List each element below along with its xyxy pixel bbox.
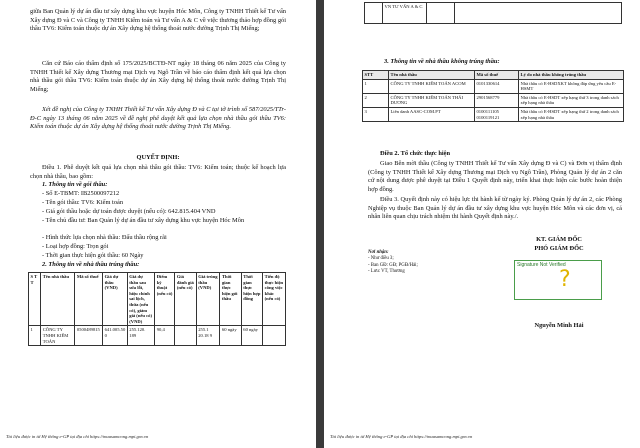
article-2-title: Điều 2. Tổ chức thực hiện [380,150,451,157]
table-cell: 0500489815 [75,326,103,346]
recipient-item: - Ban GĐ: GĐ; PGĐ/Hải; [368,262,418,268]
recipients-title: Nơi nhận: [368,250,389,255]
recipient-item: - Lưu: VT, Thương [368,269,405,275]
table-cell: Nhà thầu có E-HSDXKT không đáp ứng yêu cầu E-HSMT [519,79,624,93]
table-header-row [363,71,624,80]
table-cell [263,326,286,346]
table-cell: 641.005.50 0 [103,326,128,346]
info-item: - Thời gian thực hiện gói thầu: 60 Ngày [42,252,144,259]
table-header-cell: S T T [29,273,41,326]
table-row [29,326,286,346]
winner-table-continued [364,2,622,24]
table-header-cell: Giá dự thầu (VND) [103,273,128,326]
table-cell: 0100111105 0100119121 [475,107,519,121]
info-item: - Hình thức lựa chọn nhà thầu: Đấu thầu rộng rãi [42,234,167,241]
article-2-text: Giao Bên mời thầu (Công ty TNHH Thiết kế Tư vấn Xây dựng Đ và C) và Đơn vị thẩm định (Công ty TNHH Thiết kế Xây dựng Thương mại Dịch vụ Ngô Trần), Phòng Quản lý dự án 2 căn cứ nội dung được phê duyệt tại Điều 1 Quyết định này, triển khai thực hiện các bước hoàn thiện hợp đồng. [368,160,622,193]
info-item: - Số E-TBMT: IB2500097212 [42,190,120,197]
table-row [363,79,624,93]
table-header-cell: Giá đánh giá (nếu có) [175,273,196,326]
table-cell: Nhà thầu có E-HSDT xếp hạng thứ 2 trong danh sách xếp hạng nhà thầu [519,107,624,121]
table-cell: VN TƯ VẤN A & C [383,3,427,24]
question-mark-icon: ? [559,267,571,292]
loser-table [362,70,624,122]
table-cell [455,3,622,24]
signer-name: Nguyễn Minh Hải [534,322,584,329]
section-2-title: 2. Thông tin về nhà thầu trúng thầu: [42,261,140,268]
article-1: Điều 1. Phê duyệt kết quả lựa chọn nhà thầu gói thầu: TV6: Kiểm toán; thuộc kế hoạch lựa chọn nhà thầu, bao gồm: [30,164,286,180]
info-item: - Giá gói thầu hoặc dự toán được duyệt (nếu có): 642.815.404 VND [42,208,216,215]
sign-title-1: KT. GIÁM ĐỐC [536,236,582,243]
table-cell: CÔNG TY TNHH KIỂM TOÁN THÁI DƯƠNG [389,93,475,107]
page-footer: Tài liệu được in từ Hệ thống e-GP tại địa chỉ https://muasamcong.mpi.gov.vn [330,434,473,439]
table-cell [365,3,383,24]
table-header-cell: Mã số thuế [75,273,103,326]
table-cell: 1 [363,79,389,93]
article-3: Điều 3. Quyết định này có hiệu lực thi hành kể từ ngày ký. Phòng Quản lý dự án 2, các Phòng Nghiệp vụ thuộc Ban Quản lý dự án đầu tư xây dựng khu vực huyện Hóc Môn và các đơn vị, cá nhân liên quan chịu trách nhiệm thi hành Quyết định này./. [368,196,622,221]
table-cell: 1 [29,326,41,346]
table-cell: 90,4 [155,326,175,346]
table-cell: CÔNG TY TNHH KIỂM TOÁN ACOM [389,79,475,93]
table-header-cell: Tiến độ thực hiện công việc khác (nếu có) [263,273,286,326]
section-3-title: 3. Thông tin về nhà thầu không trúng thầu: [384,58,500,65]
table-header-cell: Điểm kỹ thuật (nếu có) [155,273,175,326]
info-item: - Loại hợp đồng: Trọn gói [42,243,109,250]
table-row [363,107,624,121]
recipient-item: - Như điều 3; [368,256,394,262]
recipients-block [368,250,478,276]
table-cell: 60 ngày [241,326,262,346]
table-header-cell: Thời gian thực hiện hợp đồng [241,273,262,326]
table-cell [427,3,455,24]
table-cell: 60 ngày [220,326,241,346]
winner-table [28,272,286,346]
table-cell: 2 [363,93,389,107]
sign-title-2: PHÓ GIÁM ĐỐC [534,245,584,252]
table-cell: Nhà thầu có E-HSDT xếp hạng thứ 3 trong danh sách xếp hạng nhà thầu [519,93,624,107]
info-item: - Tên chủ đầu tư: Ban Quản lý dự án đầu tư xây dựng khu vực huyện Hóc Môn [42,217,245,224]
table-cell: 255.1 20.18 9 [196,326,220,346]
signature-status: Signature Not Verified [517,262,566,268]
table-cell: 2901568779 [475,93,519,107]
table-header-cell: Mã số thuế [475,71,519,80]
section-1-title: 1. Thông tin về gói thầu: [42,181,108,188]
table-header-cell: Lý do nhà thầu không trúng thầu [519,71,624,80]
info-item: - Tên gói thầu: TV6: Kiểm toán [42,199,124,206]
table-cell: 0101330614 [475,79,519,93]
table-header-cell: Thời gian thực hiện gói thầu [220,273,241,326]
page-footer: Tài liệu được in từ Hệ thống e-GP tại địa chỉ https://muasamcong.mpi.gov.vn [6,434,149,439]
table-cell: 255.120. 189 [127,326,154,346]
table-row [365,3,622,24]
intro-paragraph: giữa Ban Quản lý dự án đầu tư xây dựng khu vực huyện Hóc Môn, Công ty TNHH Thiết kế Tư vấn Xây dựng Đ và C và Công ty TNHH Kiểm toán và Tư vấn A & C về việc thương thảo hợp đồng gói thầu TV6: Kiểm toán thuộc dự án Xây dựng hệ thống thoát nước đường Trịnh Thị Miếng; [30,8,286,33]
table-cell: Liên danh AASC-COM.PT [389,107,475,121]
table-cell: 3 [363,107,389,121]
document-page-left [0,0,316,448]
table-cell [175,326,196,346]
table-header-cell: Giá dự thầu sau sửa lỗi, hiệu chỉnh sai lệch, thừa (nếu có), giảm giá (nếu có) (VND) [127,273,154,326]
table-header-cell: Giá trúng thầu (VND) [196,273,220,326]
table-header-row [29,273,286,326]
table-row [363,93,624,107]
consider-paragraph: Xét đề nghị của Công ty TNHH Thiết kế Tư vấn Xây dựng Đ và C tại tờ trình số 587/2025/TTr-Đ-C ngày 13 tháng 06 năm 2025 về đề nghị phê duyệt kết quả lựa chọn nhà thầu gói thầu TV6: Kiểm toán thuộc dự án Xây dựng hệ thống thoát nước đường Trịnh Thị Miếng. [30,106,286,131]
table-header-cell: Tên nhà thầu [389,71,475,80]
report-paragraph: Căn cứ Báo cáo thẩm định số 175/2025/BCTĐ-NT ngày 18 tháng 06 năm 2025 của Công ty TNHH Thiết kế Xây dựng Thương mại Dịch vụ Ngô Trần về báo cáo thẩm định kết quả lựa chọn nhà thầu gói thầu TV6: Kiểm toán thuộc dự án Xây dựng hệ thống thoát nước đường Trịnh Thị Miếng; [30,60,286,93]
digital-signature-box [514,260,602,300]
document-page-right [324,0,640,448]
table-header-cell: STT [363,71,389,80]
decision-title: QUYẾT ĐỊNH: [136,154,180,161]
table-cell: CÔNG TY TNHH KIỂM TOÁN [41,326,75,346]
table-header-cell: Tên nhà thầu [41,273,75,326]
